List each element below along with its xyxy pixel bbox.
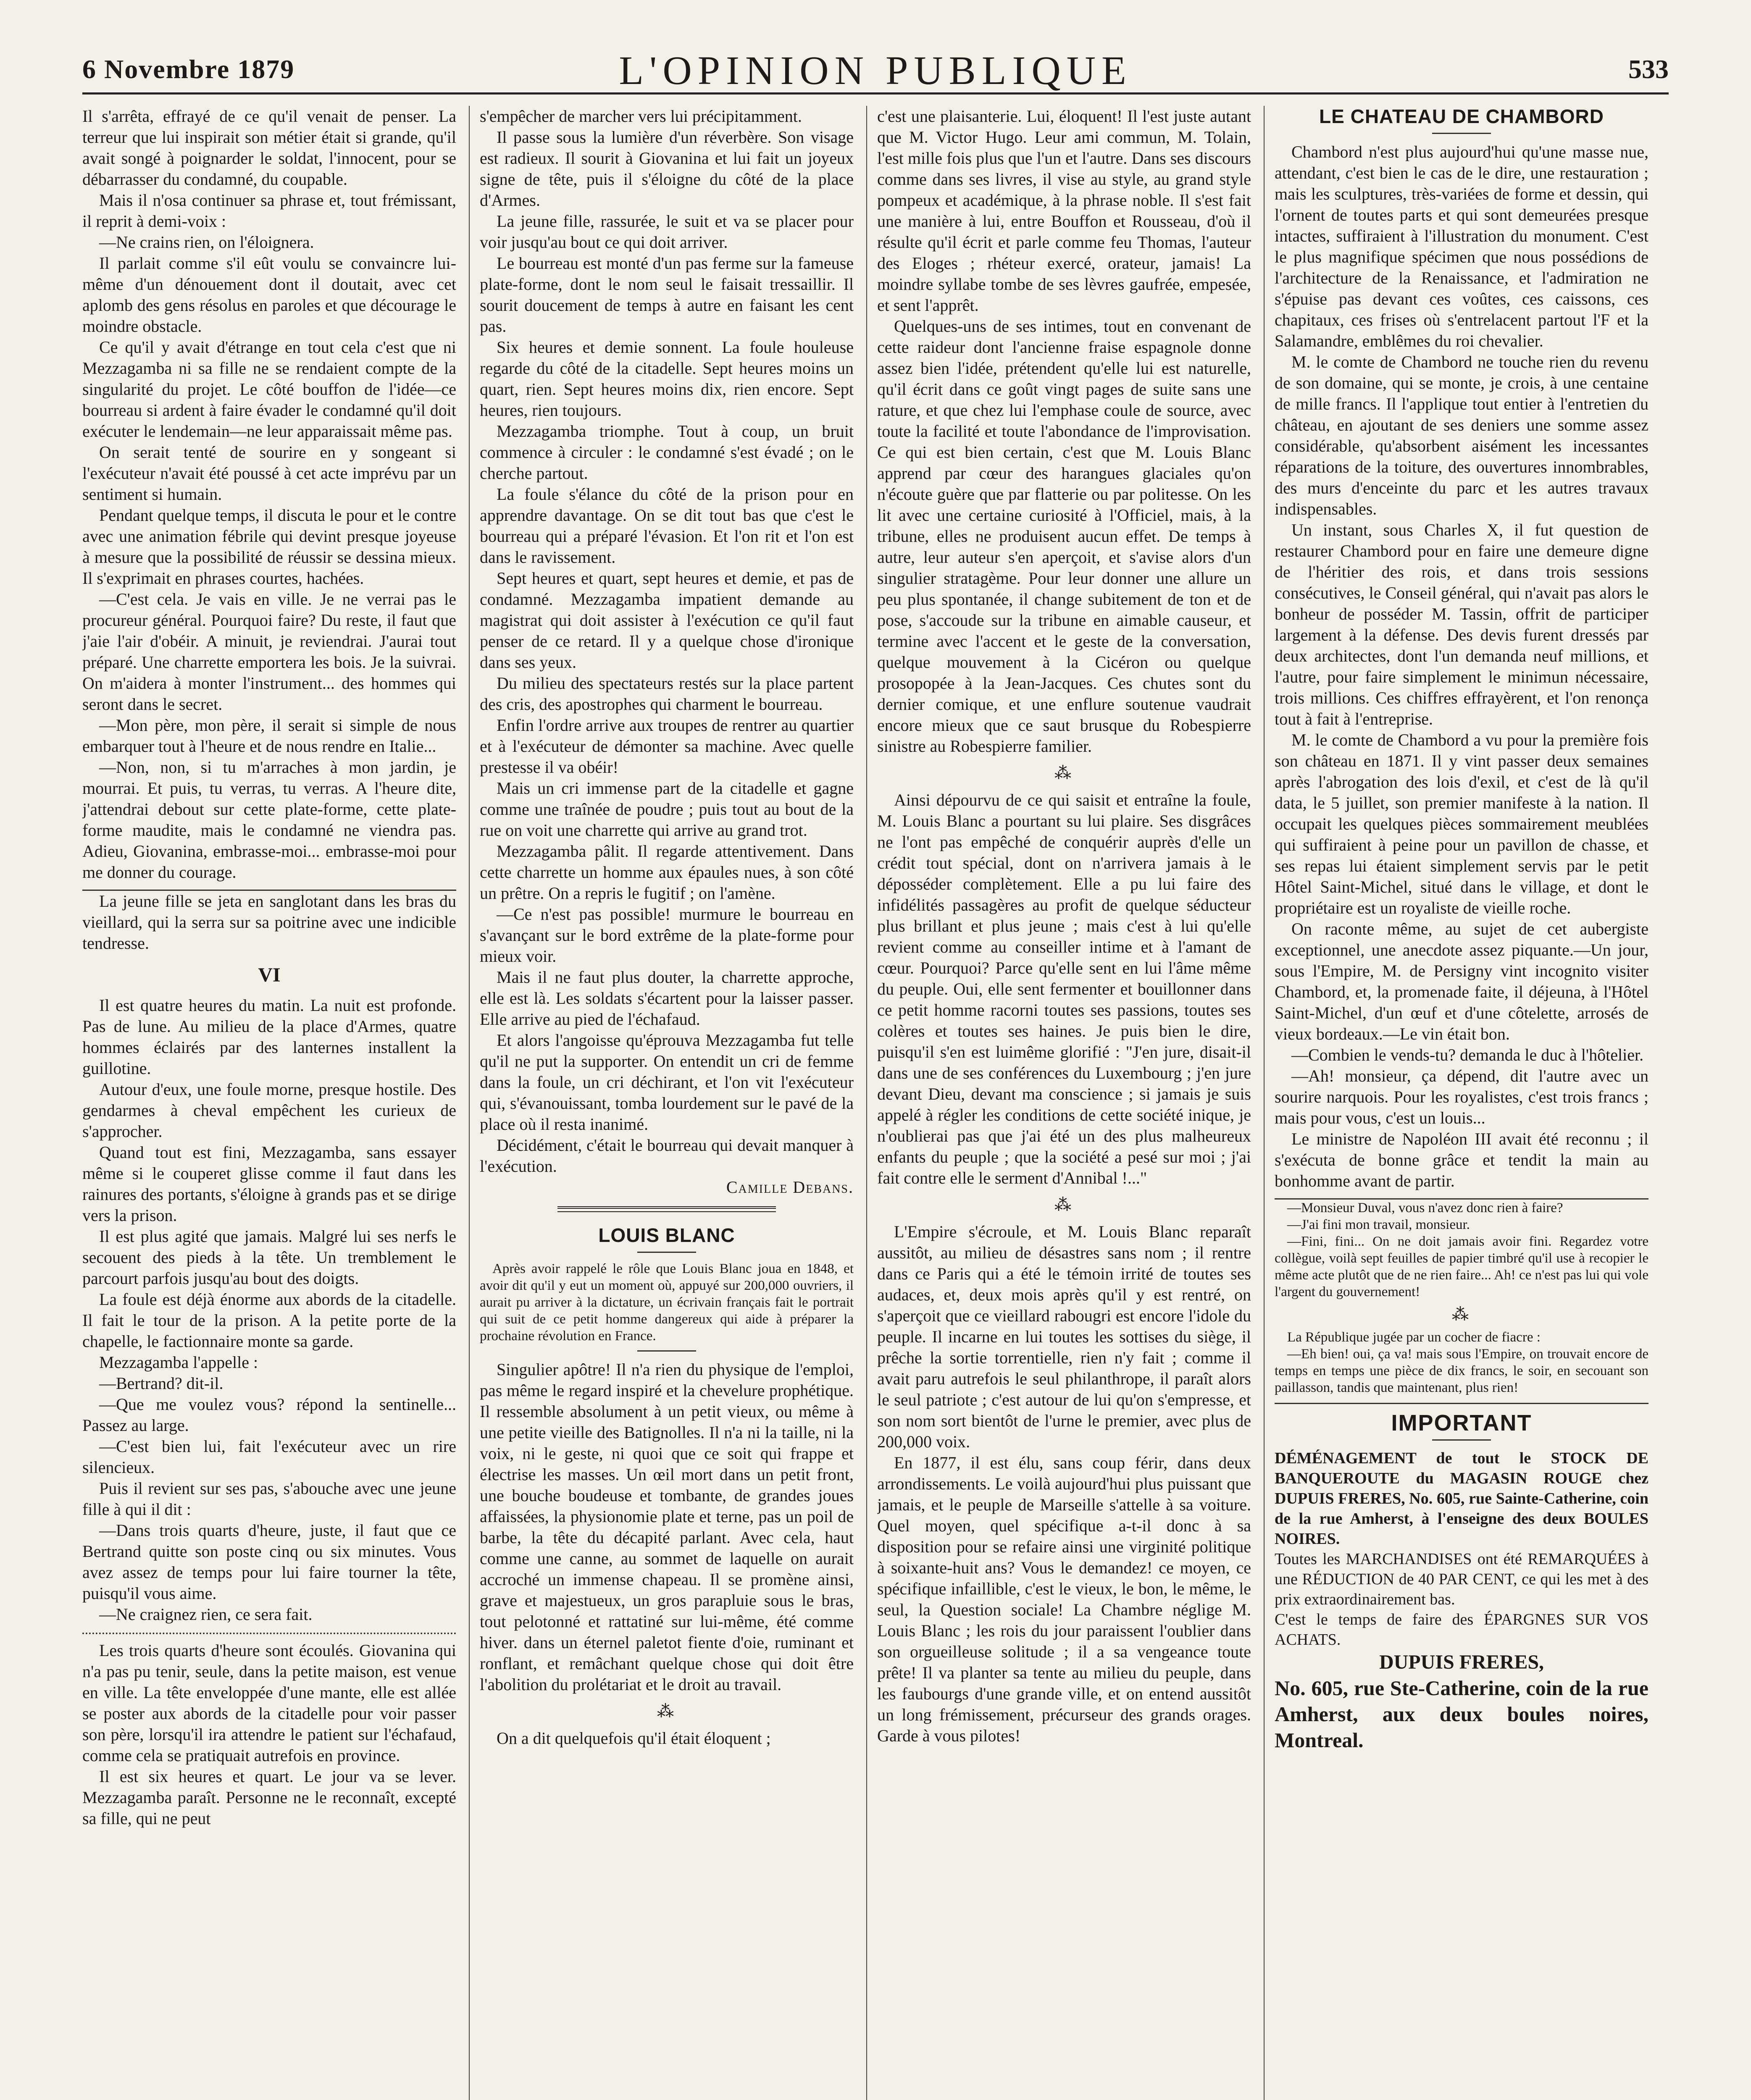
asterism: ⁂ (1054, 764, 1074, 782)
paragraph: —Monsieur Duval, vous n'avez donc rien à faire? (1287, 1200, 1563, 1215)
paragraph: Mais il ne faut plus douter, la charrette approche, elle est là. Les soldats s'écartent pour la laisser passer. Elle arrive au pied de l'échafaud. (480, 968, 854, 1029)
section-rule (557, 1206, 776, 1212)
paragraph: Mezzagamba l'appelle : (99, 1353, 258, 1372)
column-divider (469, 106, 470, 2100)
paragraph: Et alors l'angoisse qu'éprouva Mezzagamba fut telle qu'il ne put la supporter. On entendit un cri de femme dans la foule, un cri déchirant, et l'on vit l'exécuteur qui, s'évanouissant, tomba lourdement sur le pavé de la place où il resta inanimé. (480, 1031, 854, 1134)
section-title-chambord: LE CHATEAU DE CHAMBORD (1319, 106, 1604, 127)
paragraph: On raconte même, au sujet de cet aubergiste exceptionnel, une anecdote assez piquante.—Un jour, sous l'Empire, M. de Persigny vint incognito visiter Chambord, et, la promenade faite, il déjeuna, à l'Hôtel Saint-Michel, d'un œuf et d'une côtelette, arrosés de vieux bordeaux.—Le vin était bon. (1275, 919, 1648, 1043)
paragraph: La République jugée par un cocher de fiacre : (1287, 1330, 1541, 1345)
paragraph: Mezzagamba triomphe. Tout à coup, un bruit commence à circuler : le condamné s'est évadé ; on le cherche partout. (480, 422, 854, 483)
paragraph: —Que me voulez vous? répond la sentinelle... Passez au large. (82, 1395, 456, 1435)
ad-paragraph: C'est le temps de faire des ÉPARGNES SUR VOS ACHATS. (1275, 1611, 1648, 1648)
paragraph: Il est plus agité que jamais. Malgré lui ses nerfs le secouent des pieds à la tête. Un tremblement le parcourt parfois jusqu'au bout des doigts. (82, 1227, 456, 1288)
ad-paragraph: Toutes les MARCHANDISES ont été REMARQUÉES à une RÉDUCTION de 40 PAR CENT, ce qui les met à des prix extraordinairement bas. (1275, 1550, 1648, 1608)
paragraph: Sept heures et quart, sept heures et demie, et pas de condamné. Mezzagamba impatient demande au magistrat qui doit assister à l'exécution ce qu'il faut penser de ce retard. Il y a quelque chose d'ironique dans ses yeux. (480, 569, 854, 672)
column-4 (1275, 106, 1648, 2100)
advertisement-title: IMPORTANT (1391, 1410, 1532, 1436)
paragraph: Il s'arrêta, effrayé de ce qu'il venait de penser. La terreur que lui inspirait son métier était si grande, qu'il avait songé à poignarder le soldat, l'innocent, pour se débarrasser du condamné, du coupable. (82, 107, 456, 189)
column-1 (82, 106, 456, 2100)
paragraph: Quelques-uns de ses intimes, tout en convenant de cette raideur dont l'ancienne fraise espagnole donne assez bien l'idée, prétendent qu'elle lui est naturelle, qu'il écrit dans ce goût vingt pages de suite sans une rature, et que chez lui l'emphase coule de source, avec toute la facilité et toute l'abondance de l'improvisation. Ce qui est bien certain, c'est que M. Louis Blanc apprend par cœur des harangues glaciales qu'on n'écoute guère que par flatterie ou par politesse. On les lit avec une certaine curiosité à l'Officiel, mais, à la tribune, elles ne produisent aucun effet. De temps à autre, leur auteur s'en aperçoit, et s'avise alors d'un singulier stratagème. Pour leur donner une allure un peu plus spontanée, il change subitement de ton et de pose, s'accoude sur la tribune en aimable causeur, et termine avec l'accent et le geste de la conversation, quelque mouvement à la Cicéron ou quelque prosopopée à la Jean-Jacques. Ces chutes sont du dernier comique, et une enflure soutenue vaudrait encore mieux que ce saut brusque du Robespierre sinistre au Robespierre familier. (877, 317, 1251, 756)
paragraph: Mezzagamba pâlit. Il regarde attentivement. Dans cette charrette un homme aux épaules nues, à son côté un prêtre. On a repris le fugitif ; on l'amène. (480, 842, 854, 903)
short-rule (637, 1350, 696, 1352)
paragraph: Enfin l'ordre arrive aux troupes de rentrer au quartier et à l'exécuteur de démonter sa machine. Avec quelle prestesse il va obéir! (480, 716, 854, 777)
chapter-heading: VI (258, 964, 281, 986)
paragraph: —J'ai fini mon travail, monsieur. (1287, 1217, 1470, 1232)
paragraph: M. le comte de Chambord ne touche rien du revenu de son domaine, qui se monte, je crois, à une centaine de mille francs. Il l'applique tout entier à l'entretien du château, en ajoutant de ses deniers une somme assez considérable, qu'absorbent aisément les incessantes réparations de la toiture, des ouvertures innombrables, des murs d'enceinte du parc et les autres travaux indispensables. (1275, 352, 1648, 518)
paragraph: Six heures et demie sonnent. La foule houleuse regarde du côté de la citadelle. Sept heures moins un quart, rien. Sept heures moins dix, rien encore. Sept heures, rien toujours. (480, 338, 854, 420)
header-rule (82, 92, 1669, 94)
paragraph: —C'est bien lui, fait l'exécuteur avec un rire silencieux. (82, 1437, 456, 1477)
paragraph: —Bertrand? dit-il. (99, 1374, 223, 1393)
ad-address: No. 605, rue Ste-Catherine, coin de la rue Amherst, aux deux boules noires, Montreal. (1275, 1676, 1648, 1752)
short-rule (1432, 133, 1491, 134)
paragraph: Puis il revient sur ses pas, s'abouche avec une jeune fille à qui il dit : (82, 1479, 456, 1519)
anecdote-block (1275, 1200, 1648, 1396)
paragraph: Du milieu des spectateurs restés sur la place partent des cris, des apostrophes qui charment le bourreau. (480, 674, 854, 714)
paragraph: —Mon père, mon père, il serait si simple de nous embarquer tout à l'heure et de nous rendre en Italie... (82, 716, 456, 756)
paragraph: Il parlait comme s'il eût voulu se convaincre lui-même d'un dénouement dont il doutait, avec cet aplomb des gens résolus en paroles et que décourage le moindre obstacle. (82, 254, 456, 336)
paragraph: La jeune fille se jeta en sanglotant dans les bras du vieillard, qui la serra sur sa poitrine avec une indicible tendresse. (82, 892, 456, 953)
dotted-separator (82, 1633, 456, 1634)
short-rule (637, 1252, 696, 1253)
paragraph: —Ce n'est pas possible! murmure le bourreau en s'avançant sur le bord extrême de la plate-forme pour mieux voir. (480, 905, 854, 966)
paragraph: Ainsi dépourvu de ce qui saisit et entraîne la foule, M. Louis Blanc a pourtant su lui plaire. Ses disgrâces ne l'ont pas empêché de conquérir auprès d'elle un crédit tout spécial, dont on n'arrivera jamais à le déposséder complètement. Elle a pu lui faire des infidélités passagères au profit de quelque séducteur plus brillant et plus jeune ; mais c'est à lui qu'elle revient comme au conseiller intime et à l'amant de cœur. Pourquoi? Parce qu'elle sent en lui l'âme même du peuple. Oui, elle sent fermenter et bouillonner dans ce petit homme racorni toutes ses passions, toutes ses colères et toutes ses haines. Je puis bien le dire, puisqu'il s'en est luimême glorifié : "J'en jure, disait-il dans une de ses conférences du Luxembourg ; j'en jure devant Dieu, devant ma conscience ; si jamais je suis appelé à régler les conditions de cette société inique, je n'oublierai pas que j'ai été un des plus malheureux enfants du peuple ; que la société a pesé sur moi ; j'ai fait contre elle le serment d'Annibal !..." (877, 790, 1251, 1187)
page-number: 533 (1628, 54, 1669, 84)
paragraph: M. le comte de Chambord a vu pour la première fois son château en 1871. Il y vint passer deux semaines après l'abrogation des lois d'exil, et c'est de là qu'il data, le 5 juillet, son premier manifeste à la nation. Il occupait les quelques pièces sommairement meublées qui suffiraient à peine pour un pavillon de chasse, et ses repas lui étaient simplement servis par le petit Hôtel Saint-Michel, situé dans le village, et dont le propriétaire est un royaliste de vieille roche. (1275, 730, 1648, 917)
column-2 (480, 106, 854, 2100)
paragraph: La foule est déjà énorme aux abords de la citadelle. Il fait le tour de la prison. A la petite porte de la chapelle, le factionnaire monte sa garde. (82, 1290, 456, 1351)
issue-date: 6 Novembre 1879 (82, 54, 295, 84)
separator (1275, 1403, 1648, 1404)
paragraph: Ce qu'il y avait d'étrange en tout cela c'est que ni Mezzagamba ni sa fille ne se rendaient compte de la singularité du projet. Le côté bouffon de l'idée—ce bourreau si ardent à faire évader le condamné qu'il doit exécuter le lendemain—ne leur apparaissait même pas. (82, 338, 456, 441)
article-intro: Après avoir rappelé le rôle que Louis Blanc joua en 1848, et avoir dit qu'il y eut un moment où, appuyé sur 200,000 ouvriers, il aurait pu arriver à la dictature, un écrivain français fait le portrait qui suit de ce petit homme dangereux qui aide à préparer la prochaine révolution en France. (480, 1261, 854, 1344)
paragraph: La jeune fille, rassurée, le suit et va se placer pour voir jusqu'au bout ce qui doit arriver. (480, 212, 854, 252)
column-divider (1264, 106, 1265, 2100)
paragraph: —Ah! monsieur, ça dépend, dit l'autre avec un sourire narquois. Pour les royalistes, c'est trois francs ; mais pour vous, c'est un louis... (1275, 1066, 1648, 1127)
ad-paragraph: DÉMÉNAGEMENT de tout le STOCK DE BANQUEROUTE du MAGASIN ROUGE chez DUPUIS FRERES, No. 605, rue Sainte-Catherine, coin de la rue Amherst, à l'enseigne des deux BOULES NOIRES. (1275, 1449, 1648, 1548)
column-3 (877, 106, 1251, 2100)
paragraph: En 1877, il est élu, sans coup férir, dans deux arrondissements. Le voilà aujourd'hui plus puissant que jamais, et le peuple de Marseille s'attelle à sa voiture. Quel moyen, quel spécifique a-t-il donc à sa disposition pour se refaire ainsi une virginité politique à soixante-huit ans? Vous le demandez! ce moyen, ce spécifique infaillible, c'est le vieux, le bon, le même, le seul, la Question sociale! La Chambre néglige M. Louis Blanc ; les rois du jour paraissent l'oublier dans son orgueilleuse solitude ; il a sa vengeance toute prête! Il va planter sa tente au milieu du peuple, dans les faubourgs d'une grande ville, et on entend aussitôt un long frémissement, précurseur des grands orages. Garde à vous pilotes! (877, 1453, 1251, 1745)
asterism: ⁂ (657, 1702, 676, 1721)
masthead (82, 44, 1669, 93)
paragraph: Un instant, sous Charles X, il fut question de restaurer Chambord pour en faire une demeure digne de l'héritier des rois, et dans trois sessions consécutives, le Conseil général, qui n'avait pas alors le bonheur de posséder M. Tassin, offrit de participer largement à la défense. Des devis furent dressés par deux architectes, dont l'un demanda neuf millions, et l'autre, pour faire simplement le minimun nécessaire, trois millions. Ces chiffres effrayèrent, et l'on renonça tout à fait à l'entreprise. (1275, 520, 1648, 728)
paragraph: Mais un cri immense part de la citadelle et gagne comme une traînée de poudre ; puis tout au bout de la rue on voit une charrette qui arrive au grand trot. (480, 779, 854, 840)
asterism: ⁂ (1054, 1195, 1074, 1214)
column-divider (866, 106, 867, 2100)
paragraph: —Dans trois quarts d'heure, juste, il faut que ce Bertrand quitte son poste cinq ou six minutes. Vous avez assez de temps pour lui faire tourner la tête, puisqu'il vous aime. (82, 1521, 456, 1603)
paragraph: Singulier apôtre! Il n'a rien du physique de l'emploi, pas même le regard inspiré et la chevelure prophétique. Il ressemble absolument à un petit vieux, ou même à une petite vieille des Batignolles. Il n'a ni la taille, ni la voix, ni le geste, ni quoi que ce soit qui frappe et électrise les masses. Un œil mort dans un petit front, une bouche boudeuse et tombante, de grandes joues affaissées, la physionomie plate et terne, pas un poil de barbe, la tête du décapité parlant. Avec cela, haut comme une canne, au sommet de laquelle on aurait accroché un immense chapeau. Il se promène ainsi, grave et majestueux, un gros parapluie sous le bras, tout pelotonné et rattatiné sur lui-même, été comme hiver. dans un éternel paletot fiente d'oie, ruminant et ronflant, et remâchant quelque chose qui doit être l'abolition du prolétariat et le droit au travail. (480, 1360, 854, 1694)
paragraph: On a dit quelquefois qu'il était éloquent ; (497, 1729, 771, 1748)
paragraph: s'empêcher de marcher vers lui précipitamment. (480, 107, 802, 126)
paragraph: Pendant quelque temps, il discuta le pour et le contre avec une animation fébrile qui devint presque joyeuse à mesure que la possibilité de réussir se dessina mieux. Il s'exprimait en phrases courtes, hachées. (82, 506, 456, 588)
paragraph: Le ministre de Napoléon III avait été reconnu ; il s'exécuta de bonne grâce et tendit la main au bonhomme avant de partir. (1275, 1129, 1648, 1190)
paragraph: —Eh bien! oui, ça va! mais sous l'Empire, on trouvait encore de temps en temps une pièce de dix francs, le soir, en secouant son paillasson, tandis que maintenant, plus rien! (1275, 1347, 1648, 1395)
paragraph: Quand tout est fini, Mezzagamba, sans essayer même si le couperet glisse comme il faut dans les rainures des portants, s'éloigne à grands pas et se dirige vers la prison. (82, 1143, 456, 1225)
asterism: ⁂ (1452, 1305, 1471, 1324)
paragraph: —C'est cela. Je vais en ville. Je ne verrai pas le procureur général. Pourquoi faire? Du reste, il faut que j'aie l'air d'obéir. A minuit, je reviendrai. J'aurai tout préparé. Une charrette emportera les bois. Je la suivrai. On m'aidera à monter l'instrument... des hommes qui seront dans le secret. (82, 590, 456, 714)
paragraph: —Fini, fini... On ne doit jamais avoir fini. Regardez votre collègue, voilà sept feuilles de papier timbré qu'il use à recopier le même acte plutôt que de ne rien faire... Ah! ce n'est pas lui qui vole l'argent du gouvernement! (1275, 1234, 1648, 1299)
paragraph: —Combien le vends-tu? demanda le duc à l'hôtelier. (1291, 1045, 1644, 1064)
paragraph: Il passe sous la lumière d'un réverbère. Son visage est radieux. Il sourit à Giovanina et lui fait un joyeux signe de tête, puis il s'éloigne du côté de la place d'Armes. (480, 128, 854, 210)
paragraph: c'est une plaisanterie. Lui, éloquent! Il l'est juste autant que M. Victor Hugo. Leur ami commun, M. Tolain, l'est mille fois plus que l'un et l'autre. Dans ses discours comme dans ses livres, il vise au style, au grand style pompeux et académique, à la phrase noble. Il s'est fait une manière à lui, entre Bouffon et Rousseau, d'où il résulte qu'il écrit et parle comme feu Thomas, l'auteur des Eloges ; rhéteur exercé, orateur, jamais! La moindre syllabe tombe de ses lèvres gaufrée, empesée, et sent l'apprêt. (877, 107, 1251, 315)
paragraph: Chambord n'est plus aujourd'hui qu'une masse nue, attendant, c'est bien le cas de le dire, une restauration ; mais les sculptures, très-variées de forme et dessin, qui l'ornent de toutes parts et qui sont demeurées presque intactes, suffiraient à l'illustration du monument. C'est le plus magnifique spécimen que nous possédions de l'architecture de la Renaissance, et l'admiration ne s'épuise pas devant ces voûtes, ces caissons, ces chapitaux, ces frises où s'entrelacent partout l'F et la Salamandre, emblêmes du roi chevalier. (1275, 142, 1648, 350)
paragraph: —Ne craignez rien, ce sera fait. (99, 1605, 313, 1624)
paragraph: —Ne crains rien, on l'éloignera. (99, 233, 314, 252)
paragraph: —Non, non, si tu m'arraches à mon jardin, je mourrai. Et puis, tu verras, tu verras. A l'heure dite, j'attendrai debout sur cette plate-forme, cette plate-forme maudite, mais le condamné ne viendra pas. Adieu, Giovanina, embrasse-moi... embrasse-moi pour me donner du courage. (82, 758, 456, 882)
paragraph: La foule s'élance du côté de la prison pour en apprendre davantage. On se dit tout bas que c'est le bourreau qui a préparé l'évasion. Et l'on rit et l'on est dans le ravissement. (480, 485, 854, 567)
paragraph: Il est six heures et quart. Le jour va se lever. Mezzagamba paraît. Personne ne le reconnaît, excepté sa fille, qui ne peut (82, 1767, 456, 1828)
ad-company-name: DUPUIS FRERES, (1379, 1651, 1544, 1673)
paragraph: Il est quatre heures du matin. La nuit est profonde. Pas de lune. Au milieu de la place d'Armes, quatre hommes éclairés par des lanternes installent la guillotine. (82, 996, 456, 1078)
paragraph: Les trois quarts d'heure sont écoulés. Giovanina qui n'a pas pu tenir, seule, dans la petite maison, est venue en ville. La tête enveloppée d'une mante, elle est allée se poster aux abords de la citadelle pour voir passer son père, lorsqu'il ira attendre le patient sur l'échafaud, comme cela se pratiquait autrefois en province. (82, 1641, 456, 1765)
paragraph: L'Empire s'écroule, et M. Louis Blanc reparaît aussitôt, au milieu de désastres sans nom ; il rentre dans ce Paris qui a été le témoin irrité de toutes ses audaces, et, deux mois après qu'il y est rentré, on s'aperçoit que ce vieillard rabougri est encore l'idole du peuple. Il incarne en lui toutes les sottises du siège, il prêche la sortie torrentielle, rien n'y fait ; comme il avait paru autrefois le seul philanthrope, il paraît alors le seul patriote ; c'est autour de lui qu'on s'empresse, et son nom sort bientôt de l'urne le premier, avec plus de 200,000 voix. (877, 1222, 1251, 1451)
paragraph: Autour d'eux, une foule morne, presque hostile. Des gendarmes à cheval empêchent les curieux de s'approcher. (82, 1080, 456, 1141)
author-signature: Camille Debans. (726, 1178, 854, 1197)
short-rule (1432, 1439, 1491, 1441)
paragraph: On serait tenté de sourire en y songeant si l'exécuteur n'avait été poussé à cet acte imprévu par un sentiment si humain. (82, 443, 456, 504)
section-title-louis-blanc: LOUIS BLANC (598, 1224, 735, 1246)
paragraph: Le bourreau est monté d'un pas ferme sur la fameuse plate-forme, dont le nom seul le faisait tressaillir. Il sourit doucement de temps à autre en faisant les cent pas. (480, 254, 854, 336)
paragraph: Mais il n'osa continuer sa phrase et, tout frémissant, il reprit à demi-voix : (82, 191, 456, 231)
newspaper-title: L'OPINION PUBLIQUE (619, 48, 1132, 93)
paragraph: Décidément, c'était le bourreau qui devait manquer à l'exécution. (480, 1136, 854, 1176)
advertisement (1275, 1448, 1648, 1753)
